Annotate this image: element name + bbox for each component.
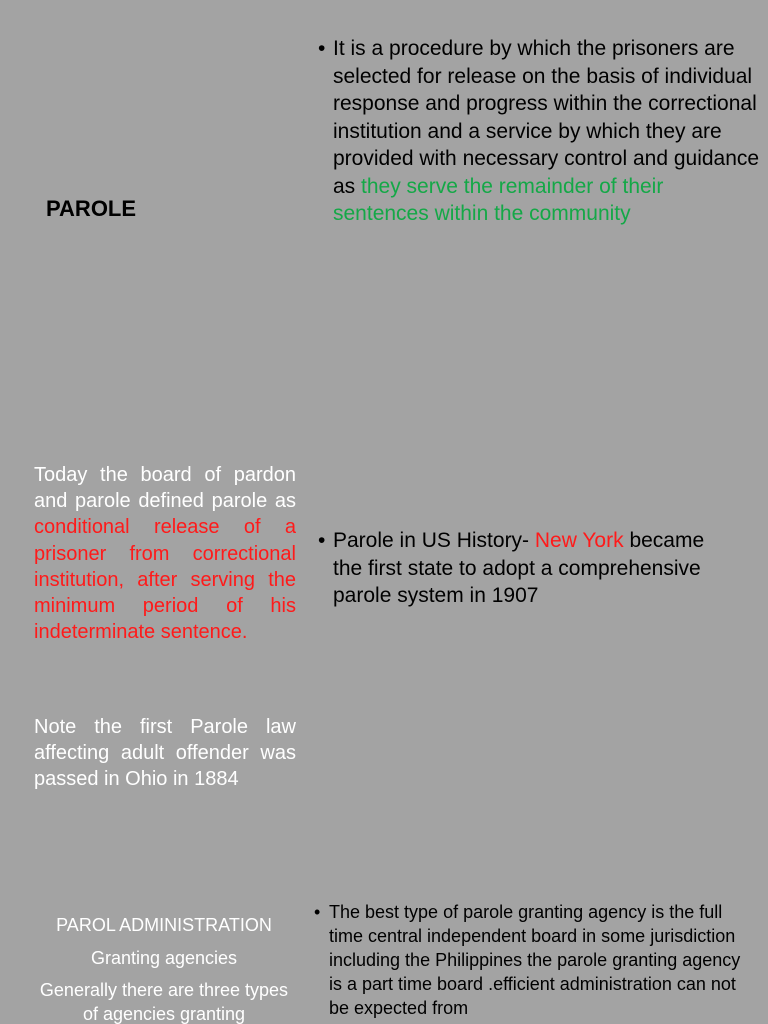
bullet-item [318,527,738,610]
note-paragraph: Note the first Parole law affecting adult offender was passed in Ohio in 1884 [34,716,296,791]
bullet-item [314,900,754,1020]
definition-paragraph [34,462,296,645]
bullet-dot: • [314,902,321,922]
bullet-text-highlight: New York [534,529,624,552]
section-heading: PAROL ADMINISTRATION [56,915,272,935]
bullet-text [318,35,763,228]
slide-parole-administration [0,870,768,1024]
bullet-dot: • [318,37,326,60]
bullet-text: The best type of parole granting agency is the full time central independent board in some jurisdiction including the Philippines the parole granting agency is a part time board .efficient administration can not be expected from [329,902,741,1018]
definition-highlight: conditional release of a prisoner from correctional institution, after serving the minimum period of his indeterminate sentence. [34,516,296,644]
bullet-text-part: Parole in US History- [333,529,535,552]
bullet-text [318,527,738,610]
slide-title: PAROLE [46,196,137,221]
bullet-item [318,35,763,228]
section-body: Generally there are three types of agencies granting [39,980,289,1024]
definition-text: Today the board of pardon and parole defined parole as [34,464,296,513]
bullet-dot: • [318,529,326,552]
bullet-text-part: It is a procedure by which the prisoners are selected for release on the basis of individual response and progress within the correctional institution and a service by which they are provided with necessary control and guidance as [333,37,760,198]
bullet-text-part: became the first state to adopt a comprehensive parole system in 1907 [333,529,705,607]
bullet-text-highlight: they serve the remainder of their sentences within the community [333,174,664,225]
section-subheading: Granting agencies [90,948,238,968]
slide-parole-definition [0,0,768,420]
slide-parole-history [0,420,768,870]
